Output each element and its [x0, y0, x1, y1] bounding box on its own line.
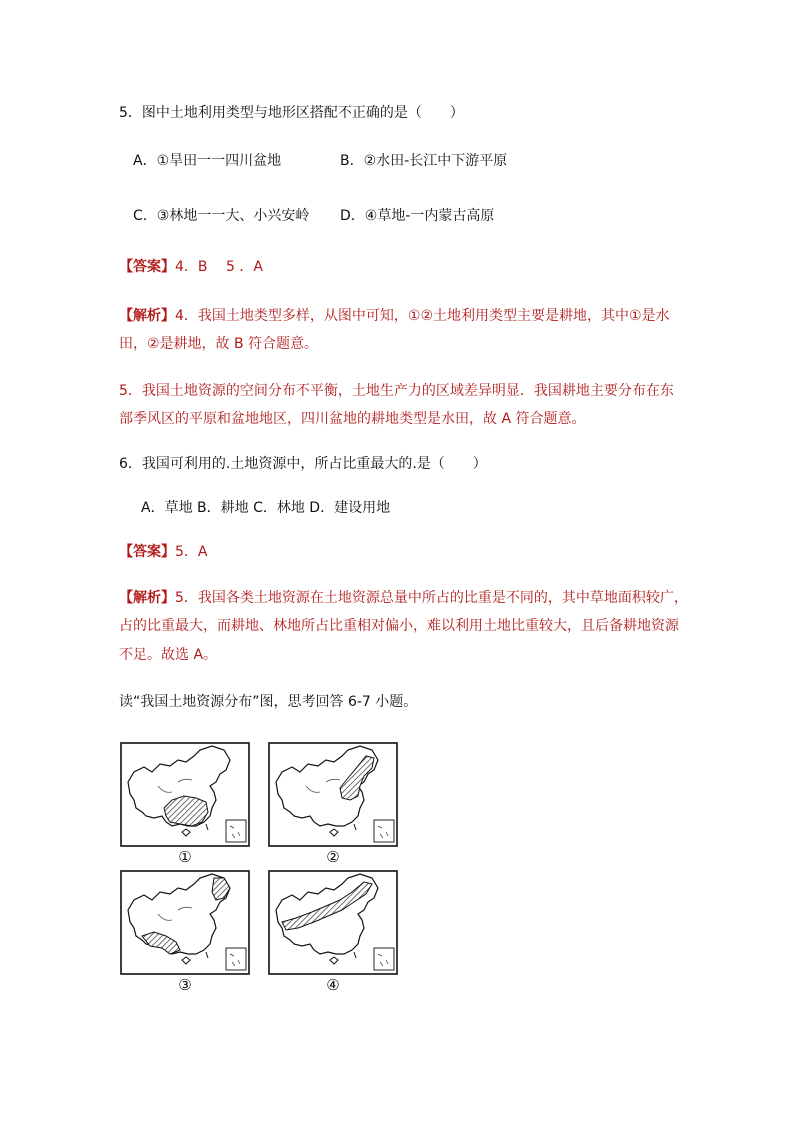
map-group-intro: 读“我国土地资源分布”图，思考回答 6-7 小题。 — [119, 694, 418, 710]
map-2-label: ② — [326, 848, 340, 866]
map-3 — [120, 870, 250, 975]
answer-text: 5．A — [175, 544, 208, 560]
explanation-tag: 【解析】 — [119, 308, 175, 324]
explanation-1-line-1 — [119, 306, 670, 326]
answer-block-1 — [119, 257, 263, 277]
question-5-option-a: A．①旱田一一四川盆地 — [133, 153, 282, 169]
explanation-1-line-4: 部季风区的平原和盆地地区，四川盆地的耕地类型是水田，故 A 符合题意。 — [119, 411, 586, 427]
explanation-text: 5．我国各类土地资源在土地资源总量中所占的比重是不同的，其中草地面积较广， — [175, 590, 688, 606]
map-2 — [268, 742, 398, 847]
question-5-option-d: D．④草地-一内蒙古高原 — [340, 208, 495, 224]
explanation-text: 4．我国土地类型多样，从图中可知，①②土地利用类型主要是耕地，其中①是水 — [175, 308, 670, 324]
map-4 — [268, 870, 398, 975]
answer-tag: 【答案】 — [119, 259, 175, 275]
question-5-stem: 5．图中土地利用类型与地形区搭配不正确的是（ ） — [119, 105, 464, 121]
explanation-2-line-3: 不足。故选 A。 — [119, 647, 218, 663]
map-4-label: ④ — [326, 976, 340, 994]
explanation-2-line-2: 占的比重最大，而耕地、林地所占比重相对偏小，难以利用土地比重较大，且后备耕地资源 — [119, 618, 679, 634]
map-1-label: ① — [178, 848, 192, 866]
explanation-1-line-3: 5．我国土地资源的空间分布不平衡，土地生产力的区域差异明显．我国耕地主要分布在东 — [119, 383, 674, 399]
explanation-tag: 【解析】 — [119, 590, 175, 606]
question-6-stem: 6．我国可利用的.土地资源中，所占比重最大的.是（ ） — [119, 456, 487, 472]
question-5-option-c: C．③林地一一大、小兴安岭 — [133, 208, 310, 224]
question-6-options: A．草地 B．耕地 C．林地 D．建设用地 — [141, 500, 391, 516]
answer-tag: 【答案】 — [119, 544, 175, 560]
map-1 — [120, 742, 250, 847]
explanation-1-line-2: 田，②是耕地，故 B 符合题意。 — [119, 336, 319, 352]
map-3-label: ③ — [178, 976, 192, 994]
answer-block-2 — [119, 542, 207, 562]
answer-text: 4．B 5 ．A — [175, 259, 263, 275]
question-5-option-b: B．②水田-长江中下游平原 — [340, 153, 508, 169]
explanation-2-line-1 — [119, 588, 688, 608]
